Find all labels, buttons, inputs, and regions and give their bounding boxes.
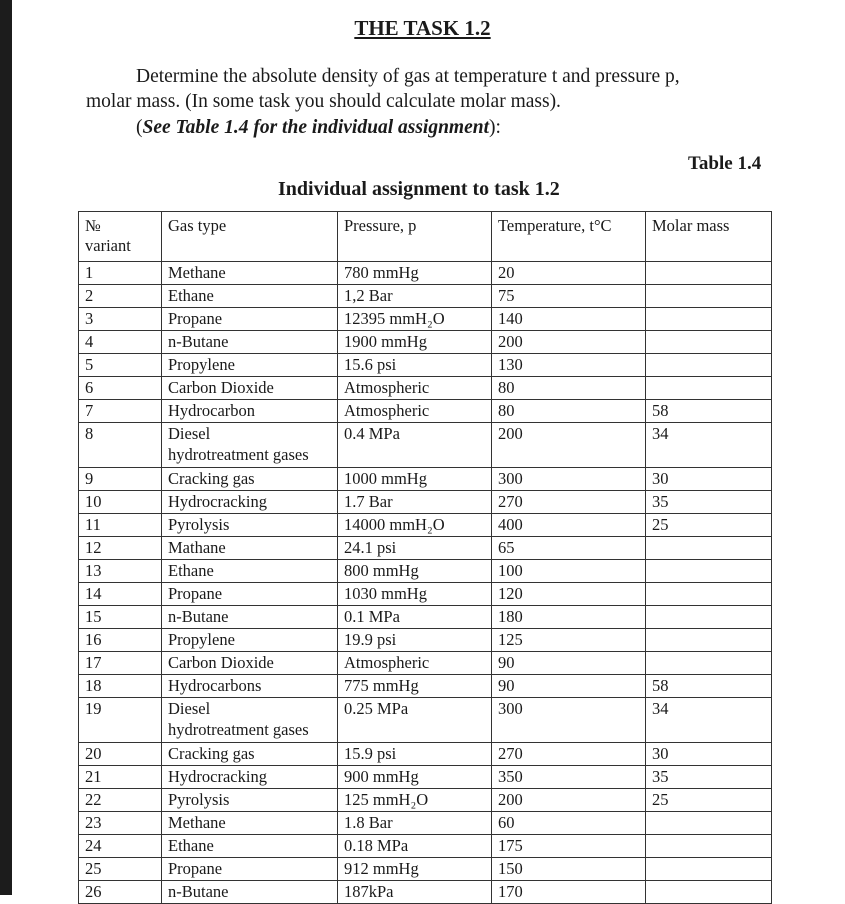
gas-type-cell: Propane bbox=[162, 583, 338, 606]
temperature-cell: 75 bbox=[492, 285, 646, 308]
table-row bbox=[79, 560, 772, 583]
molar-mass-cell bbox=[646, 308, 772, 331]
gas-type-cell: Carbon Dioxide bbox=[162, 377, 338, 400]
variant-cell: 23 bbox=[79, 812, 162, 835]
table-row bbox=[79, 675, 772, 698]
table-number-label: Table 1.4 bbox=[688, 153, 762, 174]
molar-mass-cell: 35 bbox=[646, 766, 772, 789]
variant-cell: 10 bbox=[79, 491, 162, 514]
temperature-cell: 300 bbox=[492, 468, 646, 491]
gas-type-cell: Propylene bbox=[162, 354, 338, 377]
task-instruction-line-1: Determine the absolute density of gas at temperature t and pressure p, bbox=[136, 66, 680, 87]
molar-mass-cell bbox=[646, 331, 772, 354]
gas-type-cell: Methane bbox=[162, 812, 338, 835]
gas-type-cell: Hydrocracking bbox=[162, 766, 338, 789]
molar-mass-cell bbox=[646, 835, 772, 858]
molar-mass-cell: 34 bbox=[646, 423, 772, 468]
pressure-cell: 0.4 MPa bbox=[338, 423, 492, 468]
gas-type-cell: n-Butane bbox=[162, 606, 338, 629]
table-row bbox=[79, 423, 772, 468]
table-row bbox=[79, 881, 772, 904]
paren-close: ): bbox=[489, 117, 501, 138]
assignment-table bbox=[78, 211, 772, 904]
molar-mass-cell bbox=[646, 583, 772, 606]
variant-cell: 19 bbox=[79, 698, 162, 743]
pressure-cell: 12395 mmH₂O bbox=[338, 308, 492, 331]
table-caption: Individual assignment to task 1.2 bbox=[278, 178, 560, 200]
variant-cell: 13 bbox=[79, 560, 162, 583]
molar-mass-cell bbox=[646, 858, 772, 881]
variant-cell: 3 bbox=[79, 308, 162, 331]
table-reference: See Table 1.4 for the individual assignment bbox=[142, 117, 490, 138]
pressure-cell: 0.1 MPa bbox=[338, 606, 492, 629]
variant-cell: 5 bbox=[79, 354, 162, 377]
gas-type-cell: Ethane bbox=[162, 285, 338, 308]
table-row bbox=[79, 331, 772, 354]
pressure-cell: 1030 mmHg bbox=[338, 583, 492, 606]
molar-mass-cell bbox=[646, 560, 772, 583]
molar-mass-cell bbox=[646, 377, 772, 400]
variant-cell: 20 bbox=[79, 743, 162, 766]
pressure-cell: 14000 mmH₂O bbox=[338, 514, 492, 537]
variant-cell: 8 bbox=[79, 423, 162, 468]
header-gas-type: Gas type bbox=[162, 212, 338, 262]
variant-cell: 17 bbox=[79, 652, 162, 675]
table-body bbox=[79, 262, 772, 904]
table-row bbox=[79, 789, 772, 812]
temperature-cell: 90 bbox=[492, 652, 646, 675]
pressure-cell: 15.9 psi bbox=[338, 743, 492, 766]
temperature-cell: 120 bbox=[492, 583, 646, 606]
gas-type-cell: Ethane bbox=[162, 560, 338, 583]
gas-type-cell: Diesel hydrotreatment gases bbox=[162, 698, 338, 743]
table-row bbox=[79, 766, 772, 789]
molar-mass-cell: 58 bbox=[646, 675, 772, 698]
temperature-cell: 270 bbox=[492, 491, 646, 514]
gas-type-cell: Propane bbox=[162, 308, 338, 331]
gas-type-cell: Mathane bbox=[162, 537, 338, 560]
temperature-cell: 350 bbox=[492, 766, 646, 789]
header-temperature: Temperature, t°C bbox=[492, 212, 646, 262]
table-row bbox=[79, 308, 772, 331]
variant-cell: 26 bbox=[79, 881, 162, 904]
gas-type-cell: n-Butane bbox=[162, 331, 338, 354]
gas-type-cell: Hydrocarbon bbox=[162, 400, 338, 423]
gas-type-cell: Diesel hydrotreatment gases bbox=[162, 423, 338, 468]
variant-cell: 21 bbox=[79, 766, 162, 789]
variant-cell: 24 bbox=[79, 835, 162, 858]
temperature-cell: 200 bbox=[492, 423, 646, 468]
pressure-cell: 24.1 psi bbox=[338, 537, 492, 560]
molar-mass-cell bbox=[646, 629, 772, 652]
variant-cell: 1 bbox=[79, 262, 162, 285]
pressure-cell: 15.6 psi bbox=[338, 354, 492, 377]
gas-type-cell: Cracking gas bbox=[162, 468, 338, 491]
pressure-cell: Atmospheric bbox=[338, 400, 492, 423]
variant-cell: 18 bbox=[79, 675, 162, 698]
variant-cell: 4 bbox=[79, 331, 162, 354]
temperature-cell: 125 bbox=[492, 629, 646, 652]
pressure-cell: Atmospheric bbox=[338, 377, 492, 400]
table-row bbox=[79, 354, 772, 377]
temperature-cell: 90 bbox=[492, 675, 646, 698]
pressure-cell: 800 mmHg bbox=[338, 560, 492, 583]
temperature-cell: 400 bbox=[492, 514, 646, 537]
molar-mass-cell bbox=[646, 354, 772, 377]
molar-mass-cell bbox=[646, 881, 772, 904]
task-title: THE TASK 1.2 bbox=[354, 16, 491, 40]
gas-type-cell: Propylene bbox=[162, 629, 338, 652]
gas-type-cell: Methane bbox=[162, 262, 338, 285]
temperature-cell: 65 bbox=[492, 537, 646, 560]
table-row bbox=[79, 812, 772, 835]
variant-cell: 11 bbox=[79, 514, 162, 537]
variant-cell: 16 bbox=[79, 629, 162, 652]
table-row bbox=[79, 285, 772, 308]
table-row bbox=[79, 698, 772, 743]
header-pressure: Pressure, p bbox=[338, 212, 492, 262]
temperature-cell: 60 bbox=[492, 812, 646, 835]
table-row bbox=[79, 858, 772, 881]
temperature-cell: 300 bbox=[492, 698, 646, 743]
header-variant: № variant bbox=[79, 212, 162, 262]
temperature-cell: 180 bbox=[492, 606, 646, 629]
pressure-cell: 0.25 MPa bbox=[338, 698, 492, 743]
molar-mass-cell: 34 bbox=[646, 698, 772, 743]
table-row bbox=[79, 400, 772, 423]
temperature-cell: 140 bbox=[492, 308, 646, 331]
variant-cell: 6 bbox=[79, 377, 162, 400]
table-row bbox=[79, 377, 772, 400]
pressure-cell: 912 mmHg bbox=[338, 858, 492, 881]
variant-cell: 14 bbox=[79, 583, 162, 606]
table-row bbox=[79, 262, 772, 285]
table-header-row bbox=[79, 212, 772, 262]
molar-mass-cell bbox=[646, 606, 772, 629]
variant-cell: 25 bbox=[79, 858, 162, 881]
temperature-cell: 175 bbox=[492, 835, 646, 858]
temperature-cell: 200 bbox=[492, 789, 646, 812]
temperature-cell: 80 bbox=[492, 400, 646, 423]
temperature-cell: 80 bbox=[492, 377, 646, 400]
molar-mass-cell bbox=[646, 537, 772, 560]
pressure-cell: 125 mmH₂O bbox=[338, 789, 492, 812]
table-row bbox=[79, 583, 772, 606]
temperature-cell: 150 bbox=[492, 858, 646, 881]
molar-mass-cell: 35 bbox=[646, 491, 772, 514]
pressure-cell: 1900 mmHg bbox=[338, 331, 492, 354]
table-row bbox=[79, 491, 772, 514]
temperature-cell: 170 bbox=[492, 881, 646, 904]
task-instruction-line-2: molar mass. (In some task you should calculate molar mass). bbox=[86, 91, 561, 112]
variant-cell: 9 bbox=[79, 468, 162, 491]
pressure-cell: 780 mmHg bbox=[338, 262, 492, 285]
table-row bbox=[79, 743, 772, 766]
gas-type-cell: Hydrocracking bbox=[162, 491, 338, 514]
variant-cell: 7 bbox=[79, 400, 162, 423]
temperature-cell: 130 bbox=[492, 354, 646, 377]
pressure-cell: 1.8 Bar bbox=[338, 812, 492, 835]
gas-type-cell: Ethane bbox=[162, 835, 338, 858]
temperature-cell: 200 bbox=[492, 331, 646, 354]
pressure-cell: 19.9 psi bbox=[338, 629, 492, 652]
table-row bbox=[79, 835, 772, 858]
molar-mass-cell: 58 bbox=[646, 400, 772, 423]
task-instruction-line-3 bbox=[136, 117, 501, 139]
pressure-cell: 775 mmHg bbox=[338, 675, 492, 698]
temperature-cell: 100 bbox=[492, 560, 646, 583]
temperature-cell: 270 bbox=[492, 743, 646, 766]
page-edge-bar bbox=[0, 0, 12, 895]
table-row bbox=[79, 652, 772, 675]
variant-cell: 15 bbox=[79, 606, 162, 629]
gas-type-cell: Cracking gas bbox=[162, 743, 338, 766]
molar-mass-cell: 25 bbox=[646, 514, 772, 537]
variant-cell: 12 bbox=[79, 537, 162, 560]
gas-type-cell: Propane bbox=[162, 858, 338, 881]
gas-type-cell: Pyrolysis bbox=[162, 789, 338, 812]
temperature-cell: 20 bbox=[492, 262, 646, 285]
gas-type-cell: Carbon Dioxide bbox=[162, 652, 338, 675]
gas-type-cell: Pyrolysis bbox=[162, 514, 338, 537]
table-row bbox=[79, 514, 772, 537]
pressure-cell: 1.7 Bar bbox=[338, 491, 492, 514]
gas-type-cell: n-Butane bbox=[162, 881, 338, 904]
molar-mass-cell bbox=[646, 812, 772, 835]
pressure-cell: 187kPa bbox=[338, 881, 492, 904]
header-molar-mass: Molar mass bbox=[646, 212, 772, 262]
paren-open: ( bbox=[136, 117, 143, 138]
gas-type-cell: Hydrocarbons bbox=[162, 675, 338, 698]
variant-cell: 2 bbox=[79, 285, 162, 308]
table-row bbox=[79, 537, 772, 560]
molar-mass-cell bbox=[646, 262, 772, 285]
molar-mass-cell: 30 bbox=[646, 743, 772, 766]
molar-mass-cell bbox=[646, 652, 772, 675]
pressure-cell: Atmospheric bbox=[338, 652, 492, 675]
table-row bbox=[79, 606, 772, 629]
variant-cell: 22 bbox=[79, 789, 162, 812]
pressure-cell: 1000 mmHg bbox=[338, 468, 492, 491]
pressure-cell: 0.18 MPa bbox=[338, 835, 492, 858]
pressure-cell: 1,2 Bar bbox=[338, 285, 492, 308]
molar-mass-cell: 25 bbox=[646, 789, 772, 812]
molar-mass-cell bbox=[646, 285, 772, 308]
molar-mass-cell: 30 bbox=[646, 468, 772, 491]
table-row bbox=[79, 629, 772, 652]
pressure-cell: 900 mmHg bbox=[338, 766, 492, 789]
table-row bbox=[79, 468, 772, 491]
